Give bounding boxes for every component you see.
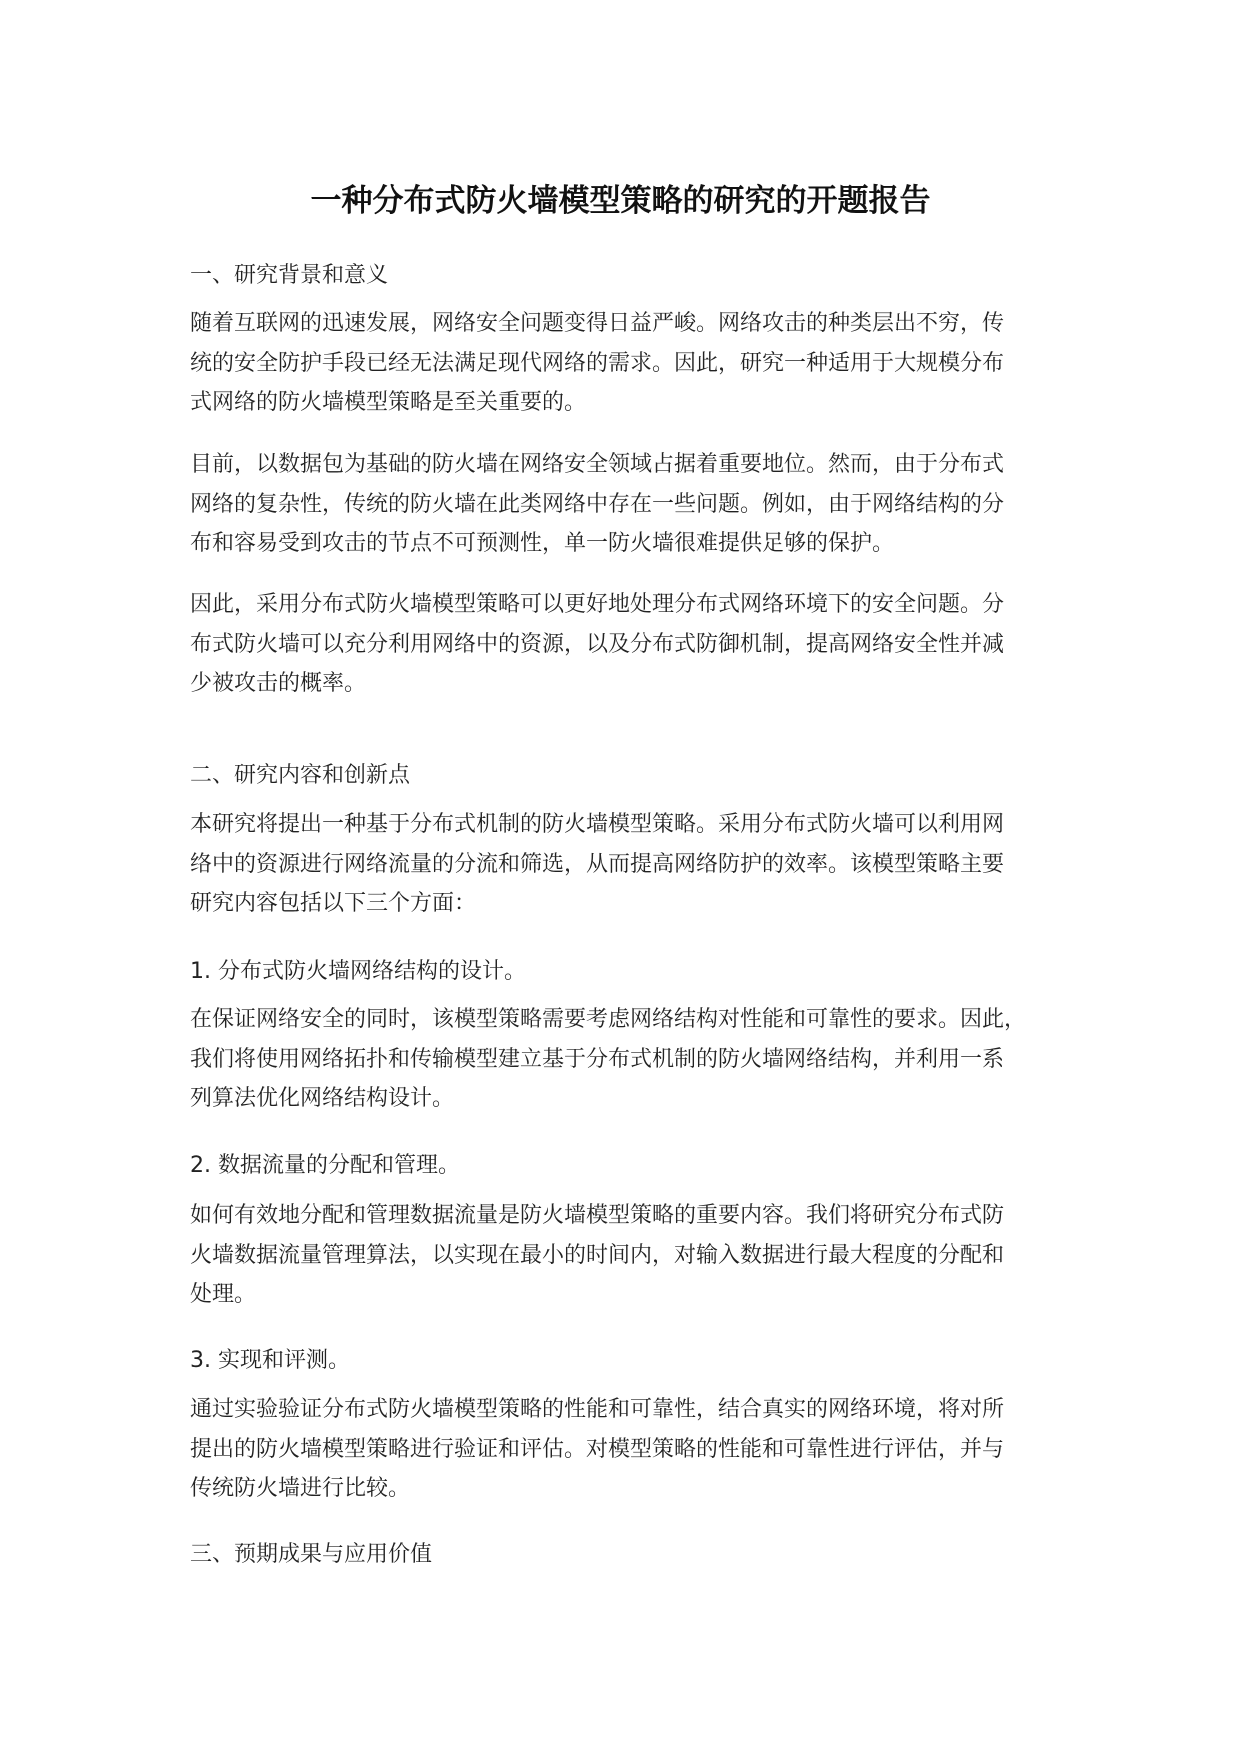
list-item-paragraph-3 xyxy=(190,1390,1095,1509)
paragraph-line: 在保证网络安全的同时，该模型策略需要考虑网络结构对性能和可靠性的要求。因此， xyxy=(190,1007,1027,1032)
paragraph-line: 传统防火墙进行比较。 xyxy=(190,1476,411,1501)
paragraph-line: 提出的防火墙模型策略进行验证和评估。对模型策略的性能和可靠性进行评估，并与 xyxy=(190,1436,1005,1462)
paragraph-line: 如何有效地分配和管理数据流量是防火墙模型策略的重要内容。我们将研究分布式防 xyxy=(190,1203,1005,1228)
paragraph-line: 研究内容包括以下三个方面： xyxy=(190,891,477,916)
paragraph-line: 目前，以数据包为基础的防火墙在网络安全领域占据着重要地位。然而，由于分布式 xyxy=(190,452,1005,477)
paragraph-background-3 xyxy=(190,585,1095,704)
paragraph-line: 我们将使用网络拓扑和传输模型建立基于分布式机制的防火墙网络结构，并利用一系 xyxy=(190,1046,1005,1072)
paragraph-line: 因此，采用分布式防火墙模型策略可以更好地处理分布式网络环境下的安全问题。分 xyxy=(190,592,1005,617)
paragraph-line: 布式防火墙可以充分利用网络中的资源，以及分布式防御机制，提高网络安全性并减 xyxy=(190,631,1005,657)
paragraph-line: 络中的资源进行网络流量的分流和筛选，从而提高网络防护的效率。该模型策略主要 xyxy=(190,851,1005,877)
paragraph-line: 随着互联网的迅速发展，网络安全问题变得日益严峻。网络攻击的种类层出不穷，传 xyxy=(190,311,1005,336)
paragraph-line: 少被攻击的概率。 xyxy=(190,671,367,696)
list-item-paragraph-1 xyxy=(190,1000,1095,1119)
paragraph-line: 网络的复杂性，传统的防火墙在此类网络中存在一些问题。例如，由于网络结构的分 xyxy=(190,491,1005,517)
paragraph-line: 处理。 xyxy=(190,1282,257,1307)
paragraph-line: 统的安全防护手段已经无法满足现代网络的需求。因此，研究一种适用于大规模分布 xyxy=(190,350,1005,376)
paragraph-background-1 xyxy=(190,304,1095,423)
document-title: 一种分布式防火墙模型策略的研究的开题报告 xyxy=(310,183,931,219)
section-heading-background: 一、研究背景和意义 xyxy=(190,263,389,288)
paragraph-line: 式网络的防火墙模型策略是至关重要的。 xyxy=(190,390,587,415)
section-heading-content: 二、研究内容和创新点 xyxy=(190,763,411,788)
paragraph-background-2 xyxy=(190,445,1095,564)
list-item-paragraph-2 xyxy=(190,1196,1095,1315)
section-heading-outcomes: 三、预期成果与应用价值 xyxy=(190,1542,433,1567)
paragraph-content-intro xyxy=(190,805,1095,924)
list-item-label-2: 2. 数据流量的分配和管理。 xyxy=(190,1153,460,1178)
paragraph-line: 列算法优化网络结构设计。 xyxy=(190,1086,455,1111)
paragraph-line: 火墙数据流量管理算法，以实现在最小的时间内，对输入数据进行最大程度的分配和 xyxy=(190,1242,1005,1268)
list-item-label-3: 3. 实现和评测。 xyxy=(190,1348,350,1373)
list-item-label-1: 1. 分布式防火墙网络结构的设计。 xyxy=(190,959,526,984)
paragraph-line: 布和容易受到攻击的节点不可预测性，单一防火墙很难提供足够的保护。 xyxy=(190,531,895,556)
paragraph-line: 本研究将提出一种基于分布式机制的防火墙模型策略。采用分布式防火墙可以利用网 xyxy=(190,812,1005,837)
paragraph-line: 通过实验验证分布式防火墙模型策略的性能和可靠性，结合真实的网络环境，将对所 xyxy=(190,1397,1005,1422)
